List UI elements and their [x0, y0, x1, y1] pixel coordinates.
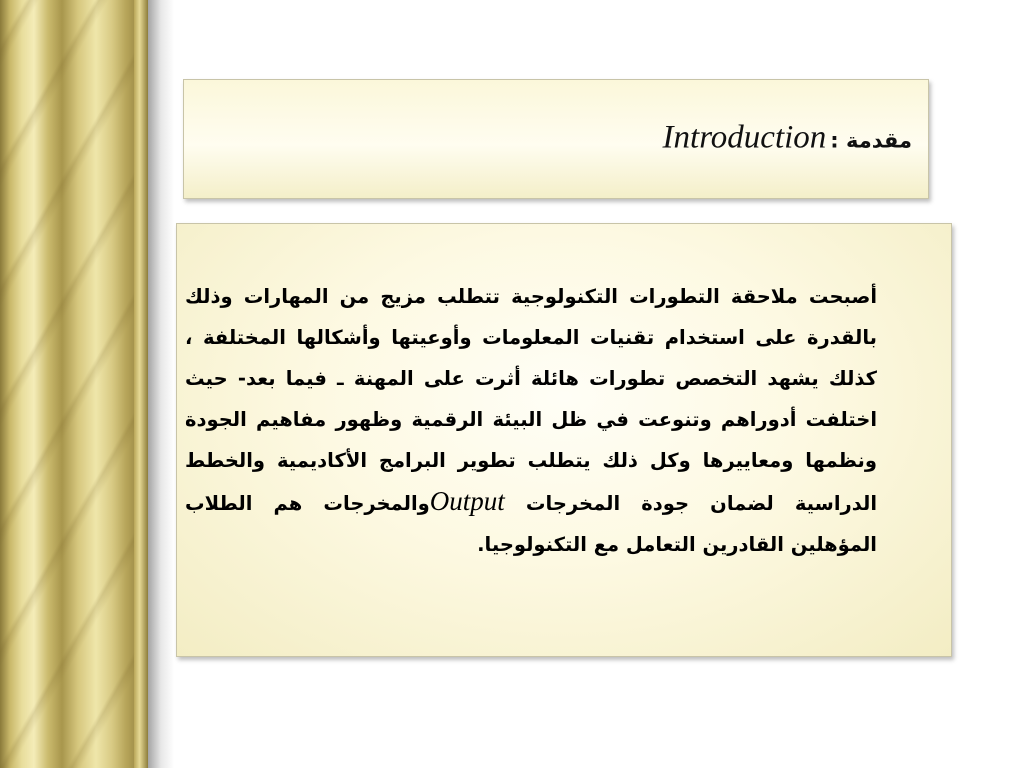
title-box [183, 79, 929, 199]
title-english: Introduction [662, 119, 827, 156]
body-text-part1: أصبحت ملاحقة التطورات التكنولوجية تتطلب مزيج من المهارات وذلك بالقدرة على استخدام تقنيات المعلومات وأوعيتها وأشكالها المختلفة ، كذلك يشهد التخصص تطورات هائلة أثرت على المهنة ـ فيما بعد- حيث اختلفت أدوراهم وتنوعت في ظل البيئة الرقمية وظهور مفاهيم الجودة ونظمها ومعاييرها وكل ذلك يتطلب تطوير البرامج الأكاديمية والخطط الدراسية لضمان جودة المخرجات [185, 285, 877, 515]
body-box [176, 223, 952, 657]
title-arabic: مقدمة : [830, 128, 912, 153]
decorative-gold-column [0, 0, 148, 768]
body-text-part2: والمخرجات هم الطلاب المؤهلين القادرين التعامل مع التكنولوجيا. [185, 492, 877, 556]
decorative-column-shadow [148, 0, 174, 768]
slide-title [663, 120, 912, 157]
body-latin-term: Output [429, 486, 505, 516]
body-paragraph [185, 276, 877, 565]
decorative-column-edge [134, 0, 148, 768]
